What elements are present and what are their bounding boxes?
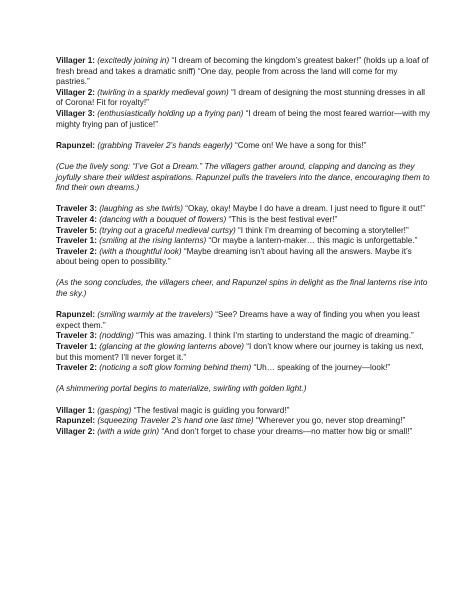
dialogue-text: “The festival magic is guiding you forward!” <box>133 405 290 415</box>
acting-direction: (excitedly joining in) <box>97 56 170 65</box>
speaker-name: Rapunzel: <box>56 310 96 320</box>
dialogue-line <box>56 363 432 374</box>
speaker-name: Rapunzel: <box>56 140 96 150</box>
speaker-name: Traveler 3: <box>56 204 97 214</box>
acting-direction: (trying out a graceful medieval curtsy) <box>99 225 236 235</box>
acting-direction: (laughing as she twirls) <box>99 204 183 214</box>
acting-direction: (squeezing Traveler 2’s hand one last time) <box>97 416 254 426</box>
acting-direction: (enthusiastically holding up a frying pan) <box>97 108 244 118</box>
paragraph-gap <box>56 268 432 279</box>
dialogue-line <box>56 141 432 152</box>
speaker-name: Traveler 2: <box>56 363 97 373</box>
dialogue-line <box>56 109 432 130</box>
speaker-name: Villager 2: <box>56 426 95 436</box>
acting-direction: (grabbing Traveler 2’s hands eagerly) <box>97 140 233 150</box>
stage-direction-text: (Cue the lively song: “I’ve Got a Dream.” The villagers gather around, clapping and dancing as they joyfully share their wildest aspirations. Rapunzel pulls the travelers into the dance, encouraging them to find their own dreams.) <box>56 161 430 193</box>
dialogue-text: “See? Dreams have a way of finding you when you least expect them.” <box>56 310 420 330</box>
dialogue-line <box>56 226 432 237</box>
dialogue-text: “Or maybe a lantern-maker… this magic is unforgettable.” <box>208 236 418 246</box>
dialogue-line <box>56 427 432 438</box>
stage-direction-text: (A shimmering portal begins to materialize, swirling with golden light.) <box>56 384 307 394</box>
dialogue-text: “This is the best festival ever!” <box>228 214 338 224</box>
speaker-name: Villager 2: <box>56 87 95 97</box>
paragraph-gap <box>56 194 432 205</box>
stage-direction <box>56 384 432 395</box>
dialogue-line <box>56 247 432 268</box>
dialogue-line <box>56 204 432 215</box>
dialogue-line <box>56 342 432 363</box>
acting-direction: (nodding) <box>99 331 134 341</box>
stage-direction <box>56 278 432 299</box>
acting-direction: (smiling warmly at the travelers) <box>97 310 213 320</box>
acting-direction: (dancing with a bouquet of flowers) <box>99 214 227 224</box>
speaker-name: Traveler 5: <box>56 225 97 235</box>
dialogue-text: “Maybe dreaming isn’t about having all the answers. Maybe it’s about being open to possibility.” <box>56 246 412 267</box>
speaker-name: Traveler 1: <box>56 236 97 246</box>
dialogue-text: “And don’t forget to chase your dreams—no matter how big or small!” <box>161 426 413 436</box>
acting-direction: (glancing at the glowing lanterns above) <box>99 342 244 352</box>
dialogue-text: “Come on! We have a song for this!” <box>235 140 367 150</box>
dialogue-line <box>56 56 432 88</box>
dialogue-text: “I dream of being the most feared warrior—with my mighty frying pan of justice!” <box>56 108 430 129</box>
dialogue-text: “Okay, okay! Maybe I do have a dream. I just need to figure it out!” <box>185 204 425 214</box>
dialogue-line <box>56 416 432 427</box>
acting-direction: (twirling in a sparkly medieval gown) <box>97 87 229 97</box>
stage-direction-text: (As the song concludes, the villagers cheer, and Rapunzel spins in delight as the final lanterns rise into the sky.) <box>56 278 428 299</box>
acting-direction: (with a wide grin) <box>97 426 160 436</box>
stage-direction <box>56 162 432 194</box>
paragraph-gap <box>56 395 432 406</box>
speaker-name: Villager 3: <box>56 108 95 118</box>
speaker-name: Traveler 3: <box>56 331 97 341</box>
dialogue-text: “This was amazing. I think I’m starting to understand the magic of dreaming.” <box>136 331 414 341</box>
dialogue-text: “Wherever you go, never stop dreaming!” <box>255 416 406 426</box>
speaker-name: Villager 1: <box>56 405 95 415</box>
acting-direction: (with a thoughtful look) <box>99 246 182 256</box>
paragraph-gap <box>56 374 432 385</box>
dialogue-text: “I dream of becoming the kingdom’s greatest baker!” (holds up a loaf of fresh bread and takes a dramatic sniff) “One day, people from across the land will come for my pastries.” <box>56 56 429 87</box>
dialogue-text: “I think I’m dreaming of becoming a storyteller!” <box>238 225 409 235</box>
dialogue-line <box>56 88 432 109</box>
dialogue-line <box>56 406 432 417</box>
dialogue-line <box>56 310 432 331</box>
paragraph-gap <box>56 300 432 311</box>
dialogue-line <box>56 331 432 342</box>
paragraph-gap <box>56 151 432 162</box>
dialogue-text: “I dream of designing the most stunning dresses in all of Corona! Fit for royalty!” <box>56 87 425 108</box>
dialogue-text: “I don’t know where our journey is taking us next, but this moment? I’ll never forget it.” <box>56 342 424 362</box>
speaker-name: Villager 1: <box>56 56 95 65</box>
speaker-name: Traveler 4: <box>56 214 97 224</box>
speaker-name: Rapunzel: <box>56 416 96 426</box>
speaker-name: Traveler 1: <box>56 342 97 352</box>
acting-direction: (smiling at the rising lanterns) <box>99 236 207 246</box>
dialogue-text: “Uh… speaking of the journey—look!” <box>253 363 391 373</box>
speaker-name: Traveler 2: <box>56 246 97 256</box>
acting-direction: (gasping) <box>97 405 132 415</box>
paragraph-gap <box>56 130 432 141</box>
acting-direction: (noticing a soft glow forming behind them) <box>99 363 252 373</box>
dialogue-line <box>56 236 432 247</box>
dialogue-line <box>56 215 432 226</box>
